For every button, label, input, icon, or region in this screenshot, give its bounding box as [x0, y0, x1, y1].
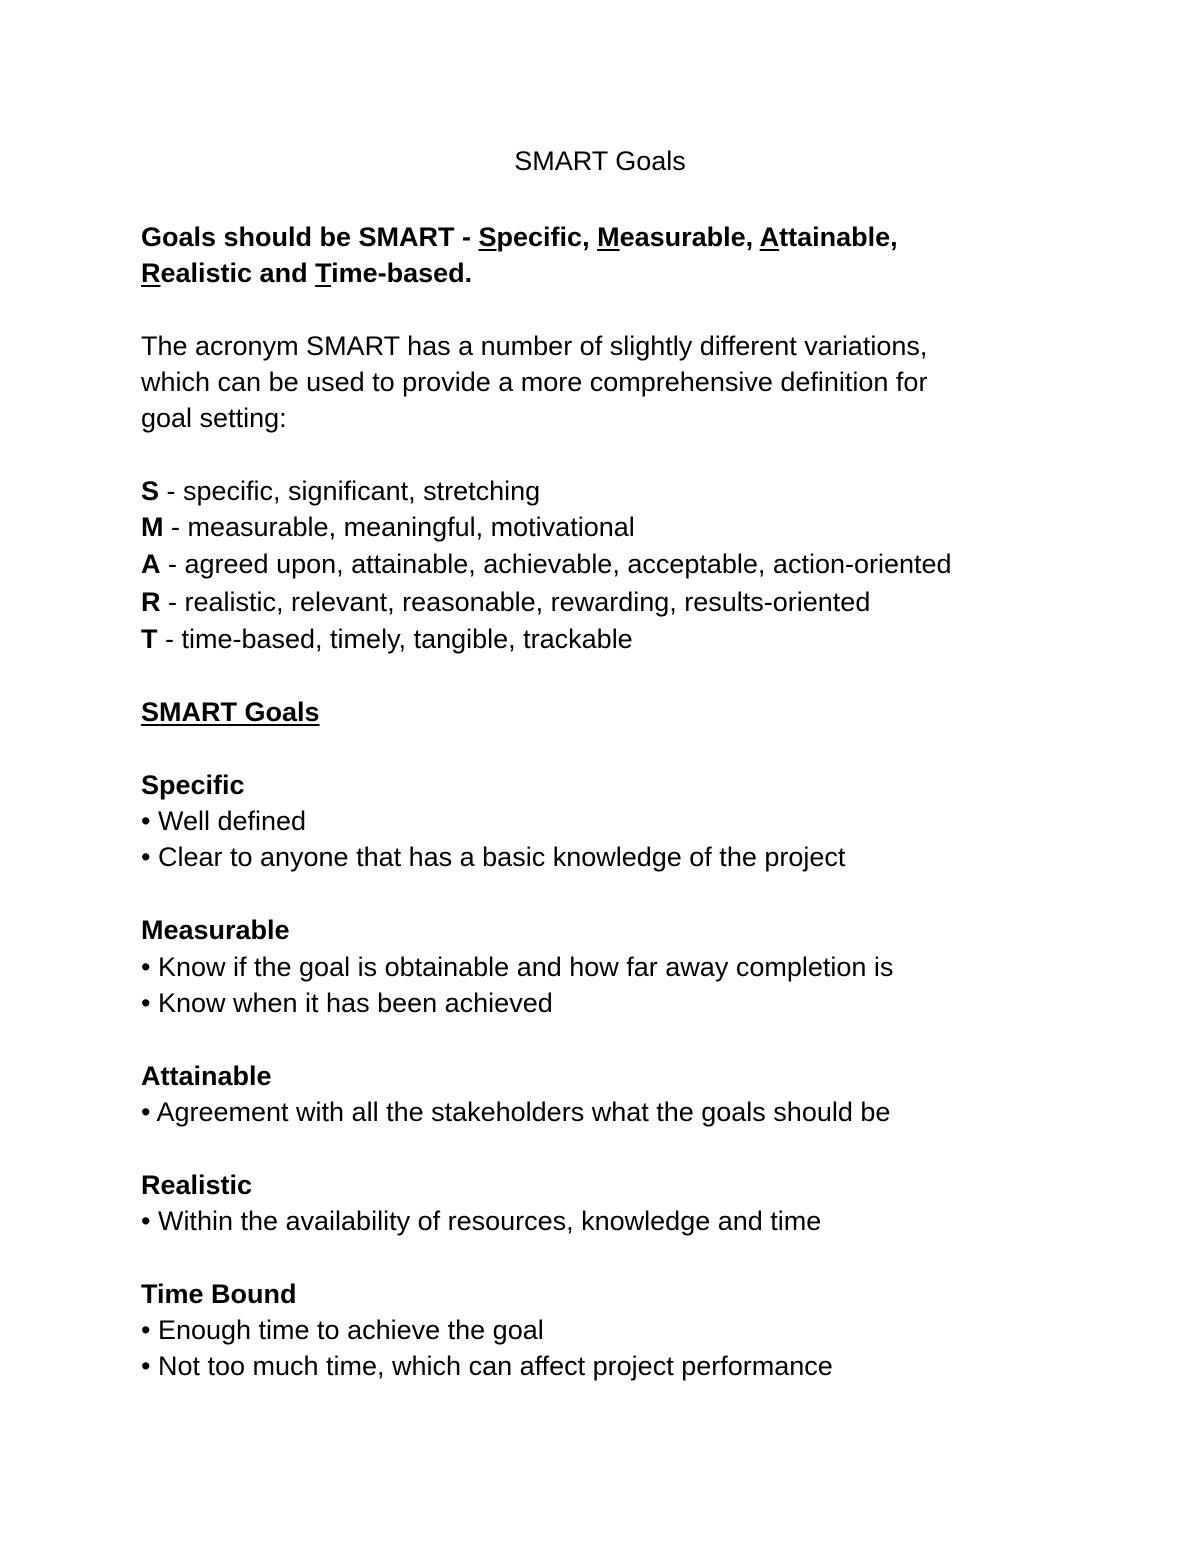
bullet-item: • Agreement with all the stakeholders what the goals should be [141, 1097, 891, 1127]
paragraph-line-2: which can be used to provide a more comprehensive definition for [141, 367, 928, 397]
bullet-item: • Not too much time, which can affect project performance [141, 1351, 833, 1381]
acronym-item-a [141, 546, 952, 582]
acronym-letter: S [141, 476, 160, 506]
acronym-text: - time-based, timely, tangible, trackable [157, 624, 633, 654]
acronym-letter: T [141, 624, 158, 654]
acronym-item-s [141, 473, 540, 509]
intro-line-2 [141, 255, 472, 291]
time-rest: ime-based. [331, 258, 473, 288]
realistic-initial: R [141, 258, 161, 288]
bullet-item: • Within the availability of resources, knowledge and time [141, 1206, 822, 1236]
paragraph-line-3: goal setting: [141, 403, 287, 433]
acronym-letter: R [141, 587, 161, 617]
bullet-item: • Know when it has been achieved [141, 988, 553, 1018]
bullet-item: • Enough time to achieve the goal [141, 1315, 544, 1345]
acronym-item-t [141, 621, 633, 657]
paragraph-line-1: The acronym SMART has a number of slightly different variations, [141, 331, 928, 361]
acronym-letter: A [141, 549, 161, 579]
measurable-rest: easurable, [619, 222, 760, 252]
measurable-initial: M [597, 222, 620, 252]
attainable-initial: A [759, 222, 780, 252]
acronym-text: - specific, significant, stretching [159, 476, 541, 506]
specific-rest: pecific, [496, 222, 598, 252]
acronym-letter: M [141, 512, 164, 542]
realistic-rest: ealistic and [160, 258, 316, 288]
acronym-text: - agreed upon, attainable, achievable, acceptable, action-oriented [160, 549, 952, 579]
section-heading-attainable: Attainable [141, 1061, 272, 1091]
intro-prefix: Goals should be SMART - [141, 222, 479, 252]
bullet-item: • Know if the goal is obtainable and how far away completion is [141, 952, 894, 982]
intro-line-1 [141, 219, 898, 255]
section-heading-realistic: Realistic [141, 1170, 253, 1200]
document-title: SMART Goals [514, 146, 686, 176]
attainable-rest: ttainable, [779, 222, 898, 252]
acronym-item-r [141, 584, 870, 620]
bullet-item: • Clear to anyone that has a basic knowledge of the project [141, 842, 846, 872]
acronym-text: - measurable, meaningful, motivational [163, 512, 635, 542]
acronym-item-m [141, 509, 635, 545]
time-initial: T [315, 258, 332, 288]
specific-initial: S [478, 222, 497, 252]
section-heading-time-bound: Time Bound [141, 1279, 297, 1309]
acronym-text: - realistic, relevant, reasonable, rewarding, results-oriented [160, 587, 871, 617]
bullet-item: • Well defined [141, 806, 307, 836]
section-heading-specific: Specific [141, 770, 245, 800]
smart-goals-heading: SMART Goals [141, 697, 320, 727]
section-heading-measurable: Measurable [141, 915, 290, 945]
